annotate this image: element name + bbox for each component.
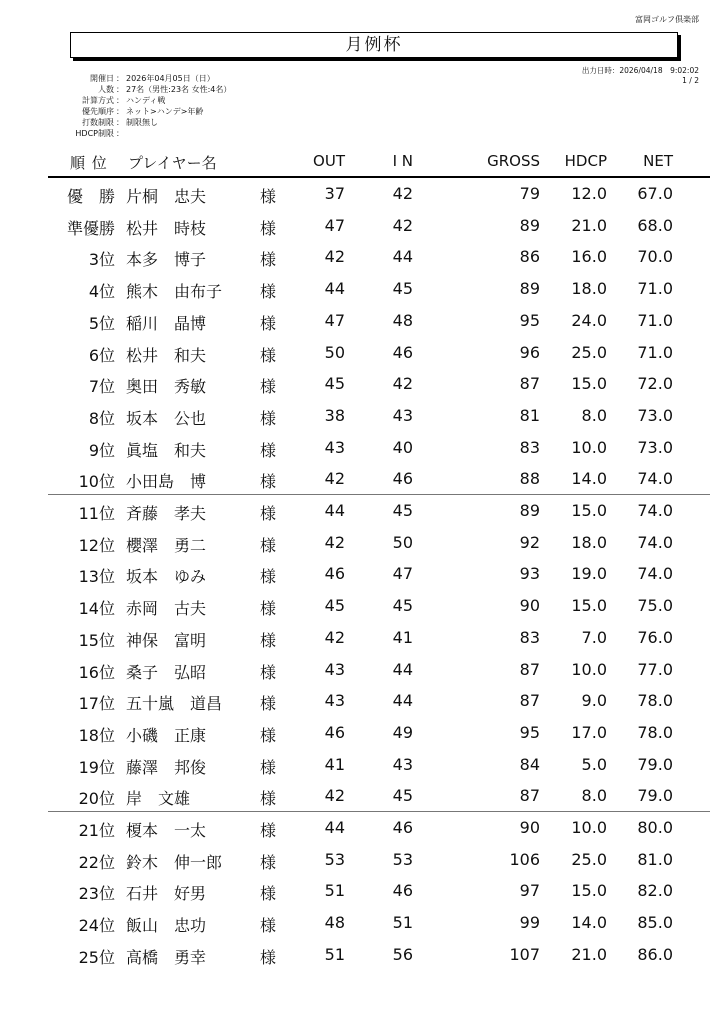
out-score: 48 (324, 913, 345, 933)
print-info (582, 66, 699, 86)
player-name: 本多 博子 (126, 250, 207, 270)
honorific: 様 (260, 916, 277, 936)
out-score: 37 (324, 184, 345, 203)
table-row (0, 400, 723, 432)
player-name: 奥田 秀敏 (126, 377, 207, 397)
rank-cell: 12位 (78, 535, 115, 555)
player-name: 赤岡 古夫 (126, 599, 207, 619)
rank-cell: 17位 (78, 694, 115, 714)
out-score: 42 (324, 786, 345, 806)
player-name: 榎本 一太 (126, 821, 207, 840)
table-row (0, 558, 723, 590)
hdcp-value: 10.0 (571, 659, 607, 679)
printed-datetime: 2026/04/18 9:02:02 (619, 66, 699, 75)
net-score: 72.0 (637, 374, 673, 394)
hdcp-value: 15.0 (571, 501, 607, 520)
honorific: 様 (260, 947, 277, 967)
hdcp-value: 15.0 (571, 596, 607, 616)
hdcp-value: 12.0 (571, 184, 607, 203)
out-score: 51 (324, 881, 345, 901)
meta-hdcp-label: HDCP制限 (75, 129, 114, 138)
player-name: 坂本 公也 (126, 408, 207, 428)
in-score: 43 (392, 405, 413, 425)
net-score: 82.0 (637, 881, 673, 901)
rank-cell: 19位 (78, 757, 115, 777)
gross-score: 88 (519, 469, 540, 489)
net-score: 71.0 (637, 342, 673, 362)
table-row (0, 337, 723, 369)
rank-cell: 24位 (78, 916, 115, 936)
player-name: 斉藤 孝夫 (126, 504, 207, 523)
honorific: 様 (260, 535, 277, 555)
table-row (0, 590, 723, 622)
rank-cell: 6位 (88, 345, 115, 365)
net-score: 75.0 (637, 596, 673, 616)
out-score: 41 (324, 754, 345, 774)
net-score: 81.0 (637, 849, 673, 869)
table-row (0, 812, 723, 844)
out-score: 46 (324, 564, 345, 584)
table-row (0, 875, 723, 907)
rank-cell: 20位 (78, 789, 115, 809)
net-score: 67.0 (637, 184, 673, 203)
table-row (0, 749, 723, 781)
net-score: 77.0 (637, 659, 673, 679)
table-row (0, 685, 723, 717)
hdcp-value: 18.0 (571, 532, 607, 552)
net-score: 74.0 (637, 469, 673, 489)
out-score: 44 (324, 501, 345, 520)
honorific: 様 (260, 567, 277, 587)
in-score: 40 (392, 437, 413, 457)
rank-cell: 8位 (88, 408, 115, 428)
honorific: 様 (260, 218, 277, 238)
rank-cell: 3位 (88, 250, 115, 270)
honorific: 様 (260, 345, 277, 365)
in-score: 45 (392, 596, 413, 616)
honorific: 様 (260, 884, 277, 904)
hdcp-value: 5.0 (581, 754, 607, 774)
page-number: 1 / 2 (682, 76, 699, 85)
net-score: 68.0 (637, 215, 673, 235)
honorific: 様 (260, 757, 277, 777)
table-row (0, 210, 723, 242)
table-header (0, 152, 723, 174)
rank-cell: 13位 (78, 567, 115, 587)
table-row (0, 178, 723, 210)
honorific: 様 (260, 282, 277, 302)
rank-cell: 11位 (78, 504, 115, 523)
honorific: 様 (260, 789, 277, 809)
rank-cell: 10位 (78, 472, 115, 492)
hdcp-value: 17.0 (571, 722, 607, 742)
gross-score: 89 (519, 215, 540, 235)
hdcp-value: 21.0 (571, 215, 607, 235)
player-name: 石井 好男 (126, 884, 207, 904)
in-score: 42 (392, 374, 413, 394)
in-score: 56 (392, 944, 413, 964)
player-name: 高橋 勇幸 (126, 947, 207, 967)
player-name: 稲川 晶博 (126, 313, 207, 333)
net-score: 74.0 (637, 564, 673, 584)
gross-score: 92 (519, 532, 540, 552)
net-score: 78.0 (637, 722, 673, 742)
meta-count: 27名（男性:23名 女性:4名） (126, 85, 232, 94)
out-score: 43 (324, 691, 345, 711)
hdcp-value: 15.0 (571, 374, 607, 394)
honorific: 様 (260, 821, 277, 840)
gross-score: 83 (519, 627, 540, 647)
gross-score: 89 (519, 501, 540, 520)
rank-cell: 16位 (78, 662, 115, 682)
honorific: 様 (260, 694, 277, 714)
out-score: 42 (324, 469, 345, 489)
header-in: I N (392, 152, 413, 170)
honorific: 様 (260, 187, 277, 206)
table-row (0, 939, 723, 971)
meta-calc: ハンディ戦 (126, 96, 166, 105)
in-score: 47 (392, 564, 413, 584)
hdcp-value: 7.0 (581, 627, 607, 647)
header-hdcp: HDCP (564, 152, 607, 170)
player-name: 片桐 忠夫 (126, 187, 207, 206)
out-score: 42 (324, 247, 345, 267)
in-score: 46 (392, 342, 413, 362)
document-title: 月例杯 (70, 32, 678, 58)
rank-cell: 23位 (78, 884, 115, 904)
player-name: 眞塩 和夫 (126, 440, 207, 460)
gross-score: 87 (519, 374, 540, 394)
honorific: 様 (260, 599, 277, 619)
out-score: 43 (324, 659, 345, 679)
in-score: 46 (392, 469, 413, 489)
net-score: 73.0 (637, 437, 673, 457)
hdcp-value: 10.0 (571, 437, 607, 457)
net-score: 73.0 (637, 405, 673, 425)
out-score: 50 (324, 342, 345, 362)
gross-score: 106 (509, 849, 540, 869)
net-score: 85.0 (637, 913, 673, 933)
rank-cell: 15位 (78, 630, 115, 650)
rank-cell: 9位 (88, 440, 115, 460)
in-score: 48 (392, 310, 413, 330)
hdcp-value: 15.0 (571, 881, 607, 901)
in-score: 44 (392, 247, 413, 267)
header-gross: GROSS (487, 152, 540, 170)
honorific: 様 (260, 725, 277, 745)
player-name: 神保 富明 (126, 630, 207, 650)
hdcp-value: 24.0 (571, 310, 607, 330)
out-score: 45 (324, 374, 345, 394)
printed-label: 出力日時： (581, 66, 620, 75)
header-rank: 順 位 (70, 154, 108, 172)
table-row (0, 622, 723, 654)
gross-score: 87 (519, 786, 540, 806)
rank-cell: 21位 (78, 821, 115, 840)
hdcp-value: 8.0 (581, 405, 607, 425)
out-score: 42 (324, 532, 345, 552)
meta-date-label: 開催日 (90, 74, 114, 83)
meta-date: 2026年04月05日（日） (126, 74, 215, 83)
hdcp-value: 25.0 (571, 849, 607, 869)
net-score: 71.0 (637, 279, 673, 299)
hdcp-value: 18.0 (571, 279, 607, 299)
gross-score: 97 (519, 881, 540, 901)
hdcp-value: 16.0 (571, 247, 607, 267)
net-score: 79.0 (637, 786, 673, 806)
rank-cell: 14位 (78, 599, 115, 619)
table-row (0, 432, 723, 464)
meta-priority-label: 優先順序 (82, 107, 114, 116)
net-score: 74.0 (637, 532, 673, 552)
net-score: 70.0 (637, 247, 673, 267)
player-name: 岸 文雄 (126, 789, 191, 809)
gross-score: 107 (509, 944, 540, 964)
out-score: 44 (324, 818, 345, 837)
rank-cell: 準優勝 (66, 218, 115, 238)
player-name: 藤澤 邦俊 (126, 757, 207, 777)
meta-calc-label: 計算方式 (82, 96, 114, 105)
honorific: 様 (260, 250, 277, 270)
in-score: 50 (392, 532, 413, 552)
honorific: 様 (260, 440, 277, 460)
in-score: 42 (392, 215, 413, 235)
player-name: 五十嵐 道昌 (126, 694, 223, 714)
rank-cell: 優 勝 (66, 187, 115, 206)
table-row (0, 654, 723, 686)
honorific: 様 (260, 852, 277, 872)
table-row (0, 368, 723, 400)
gross-score: 95 (519, 722, 540, 742)
out-score: 38 (324, 405, 345, 425)
in-score: 46 (392, 881, 413, 901)
out-score: 43 (324, 437, 345, 457)
in-score: 45 (392, 786, 413, 806)
table-row (0, 717, 723, 749)
rank-cell: 4位 (88, 282, 115, 302)
rank-cell: 18位 (78, 725, 115, 745)
gross-score: 96 (519, 342, 540, 362)
table-row (0, 495, 723, 527)
table-row (0, 305, 723, 337)
meta-count-label: 人数 (98, 85, 114, 94)
net-score: 71.0 (637, 310, 673, 330)
player-name: 松井 時枝 (126, 218, 207, 238)
hdcp-value: 9.0 (581, 691, 607, 711)
hdcp-value: 21.0 (571, 944, 607, 964)
out-score: 51 (324, 944, 345, 964)
hdcp-value: 10.0 (571, 818, 607, 837)
table-row (0, 463, 723, 495)
net-score: 79.0 (637, 754, 673, 774)
net-score: 78.0 (637, 691, 673, 711)
gross-score: 79 (519, 184, 540, 203)
rank-cell: 5位 (88, 313, 115, 333)
honorific: 様 (260, 377, 277, 397)
header-out: OUT (313, 152, 345, 170)
net-score: 74.0 (637, 501, 673, 520)
in-score: 45 (392, 501, 413, 520)
player-name: 熊木 由布子 (126, 282, 223, 302)
gross-score: 90 (519, 818, 540, 837)
honorific: 様 (260, 472, 277, 492)
meta-stroke: 制限無し (126, 118, 158, 127)
out-score: 53 (324, 849, 345, 869)
hdcp-value: 19.0 (571, 564, 607, 584)
in-score: 46 (392, 818, 413, 837)
table-row (0, 527, 723, 559)
rank-cell: 25位 (78, 947, 115, 967)
player-name: 坂本 ゆみ (126, 567, 207, 587)
gross-score: 87 (519, 659, 540, 679)
gross-score: 87 (519, 691, 540, 711)
header-player: プレイヤー名 (128, 154, 217, 172)
in-score: 43 (392, 754, 413, 774)
honorific: 様 (260, 662, 277, 682)
out-score: 42 (324, 627, 345, 647)
player-name: 小磯 正康 (126, 725, 207, 745)
in-score: 51 (392, 913, 413, 933)
net-score: 86.0 (637, 944, 673, 964)
gross-score: 89 (519, 279, 540, 299)
player-name: 櫻澤 勇二 (126, 535, 207, 555)
honorific: 様 (260, 408, 277, 428)
net-score: 76.0 (637, 627, 673, 647)
net-score: 80.0 (637, 818, 673, 837)
player-name: 松井 和夫 (126, 345, 207, 365)
gross-score: 83 (519, 437, 540, 457)
header-net: NET (643, 152, 673, 170)
in-score: 44 (392, 691, 413, 711)
event-meta: 開催日 ： 2026年04月05日（日） 人数 ： 27名（男性:23名 女性:4名） 計算方式 ： ハンディ戦 優先順序 ： ネット>ハンデ>年齢 打数制限 ： 制限無し HDCP制限 ： (62, 73, 231, 139)
gross-score: 86 (519, 247, 540, 267)
table-row (0, 241, 723, 273)
in-score: 53 (392, 849, 413, 869)
in-score: 49 (392, 722, 413, 742)
player-name: 小田島 博 (126, 472, 207, 492)
in-score: 42 (392, 184, 413, 203)
gross-score: 95 (519, 310, 540, 330)
honorific: 様 (260, 630, 277, 650)
out-score: 45 (324, 596, 345, 616)
hdcp-value: 14.0 (571, 913, 607, 933)
gross-score: 84 (519, 754, 540, 774)
gross-score: 99 (519, 913, 540, 933)
player-name: 桑子 弘昭 (126, 662, 207, 682)
table-row (0, 273, 723, 305)
out-score: 47 (324, 310, 345, 330)
hdcp-value: 8.0 (581, 786, 607, 806)
honorific: 様 (260, 504, 277, 523)
rank-cell: 22位 (78, 852, 115, 872)
club-name: 富岡ゴルフ倶楽部 (635, 15, 699, 24)
out-score: 46 (324, 722, 345, 742)
player-name: 飯山 忠功 (126, 916, 207, 936)
out-score: 44 (324, 279, 345, 299)
table-row (0, 844, 723, 876)
honorific: 様 (260, 313, 277, 333)
in-score: 45 (392, 279, 413, 299)
meta-stroke-label: 打数制限 (82, 118, 114, 127)
gross-score: 90 (519, 596, 540, 616)
player-name: 鈴木 伸一郎 (126, 852, 223, 872)
hdcp-value: 14.0 (571, 469, 607, 489)
gross-score: 81 (519, 405, 540, 425)
table-row (0, 907, 723, 939)
in-score: 44 (392, 659, 413, 679)
meta-priority: ネット>ハンデ>年齢 (126, 107, 204, 116)
out-score: 47 (324, 215, 345, 235)
rank-cell: 7位 (88, 377, 115, 397)
gross-score: 93 (519, 564, 540, 584)
hdcp-value: 25.0 (571, 342, 607, 362)
in-score: 41 (392, 627, 413, 647)
table-row (0, 780, 723, 812)
